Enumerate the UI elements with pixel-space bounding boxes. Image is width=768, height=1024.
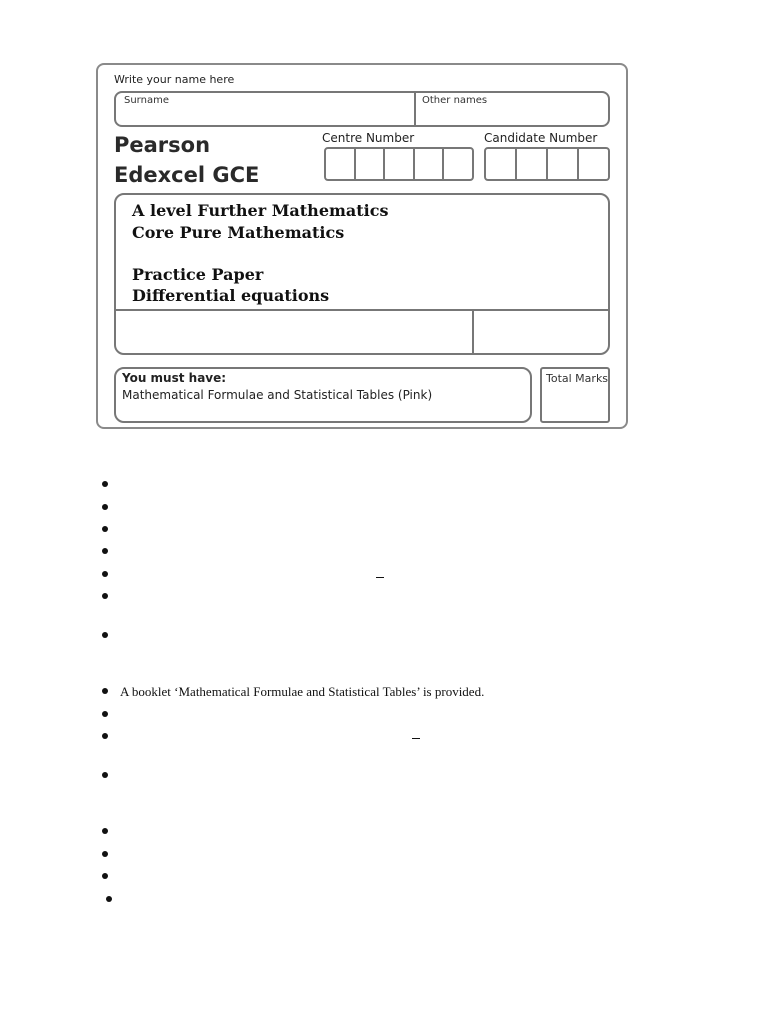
- list-item-bullet: [102, 851, 108, 857]
- centre-number-label: Centre Number: [322, 131, 415, 145]
- total-marks-box: [540, 367, 610, 423]
- dash-mark: [376, 577, 384, 578]
- brand-pearson: Pearson: [114, 133, 211, 157]
- paper-subject: Core Pure Mathematics: [132, 223, 345, 242]
- candidate-digit[interactable]: [517, 149, 548, 179]
- name-box: [114, 91, 610, 127]
- candidate-digit[interactable]: [579, 149, 608, 179]
- list-item-bullet: [102, 526, 108, 532]
- list-item-bullet: [106, 896, 112, 902]
- paper-type: Practice Paper: [132, 265, 264, 284]
- list-item-bullet: [102, 571, 108, 577]
- total-marks-label: Total Marks: [546, 372, 609, 385]
- paper-divider: [116, 309, 608, 311]
- list-item-bullet: [102, 873, 108, 879]
- candidate-digit[interactable]: [486, 149, 517, 179]
- paper-level: A level Further Mathematics: [132, 201, 389, 220]
- centre-number-boxes[interactable]: [324, 147, 474, 181]
- candidate-number-boxes[interactable]: [484, 147, 610, 181]
- dash-mark: [412, 738, 420, 739]
- info-booklet-text: A booklet ‘Mathematical Formulae and Statistical Tables’ is provided.: [120, 684, 485, 699]
- brand-edexcel: Edexcel GCE: [114, 163, 260, 187]
- list-item-bullet: [102, 481, 108, 487]
- must-have-item: Mathematical Formulae and Statistical Tables (Pink): [122, 388, 433, 402]
- write-name-label: Write your name here: [114, 73, 235, 86]
- list-item-bullet: [102, 548, 108, 554]
- surname-label: Surname: [124, 95, 169, 106]
- must-have-title: You must have:: [122, 371, 227, 385]
- candidate-digit[interactable]: [548, 149, 579, 179]
- list-item-bullet: [102, 593, 108, 599]
- list-item-bullet: [102, 688, 108, 694]
- cover-card: [96, 63, 628, 429]
- paper-vertical-divider: [472, 309, 474, 355]
- centre-digit[interactable]: [356, 149, 386, 179]
- list-item-bullet: [102, 504, 108, 510]
- list-item-bullet: [102, 733, 108, 739]
- list-item-bullet: [102, 711, 108, 717]
- paper-topic: Differential equations: [132, 286, 330, 305]
- centre-digit[interactable]: [385, 149, 415, 179]
- other-names-label: Other names: [422, 95, 488, 106]
- must-have-box: [114, 367, 532, 423]
- list-item-bullet: [102, 772, 108, 778]
- list-item-bullet: [102, 828, 108, 834]
- list-item-bullet: [102, 632, 108, 638]
- candidate-number-label: Candidate Number: [484, 131, 598, 145]
- name-divider: [414, 93, 416, 125]
- centre-digit[interactable]: [326, 149, 356, 179]
- centre-digit[interactable]: [415, 149, 445, 179]
- paper-title-box: [114, 193, 610, 355]
- centre-digit[interactable]: [444, 149, 472, 179]
